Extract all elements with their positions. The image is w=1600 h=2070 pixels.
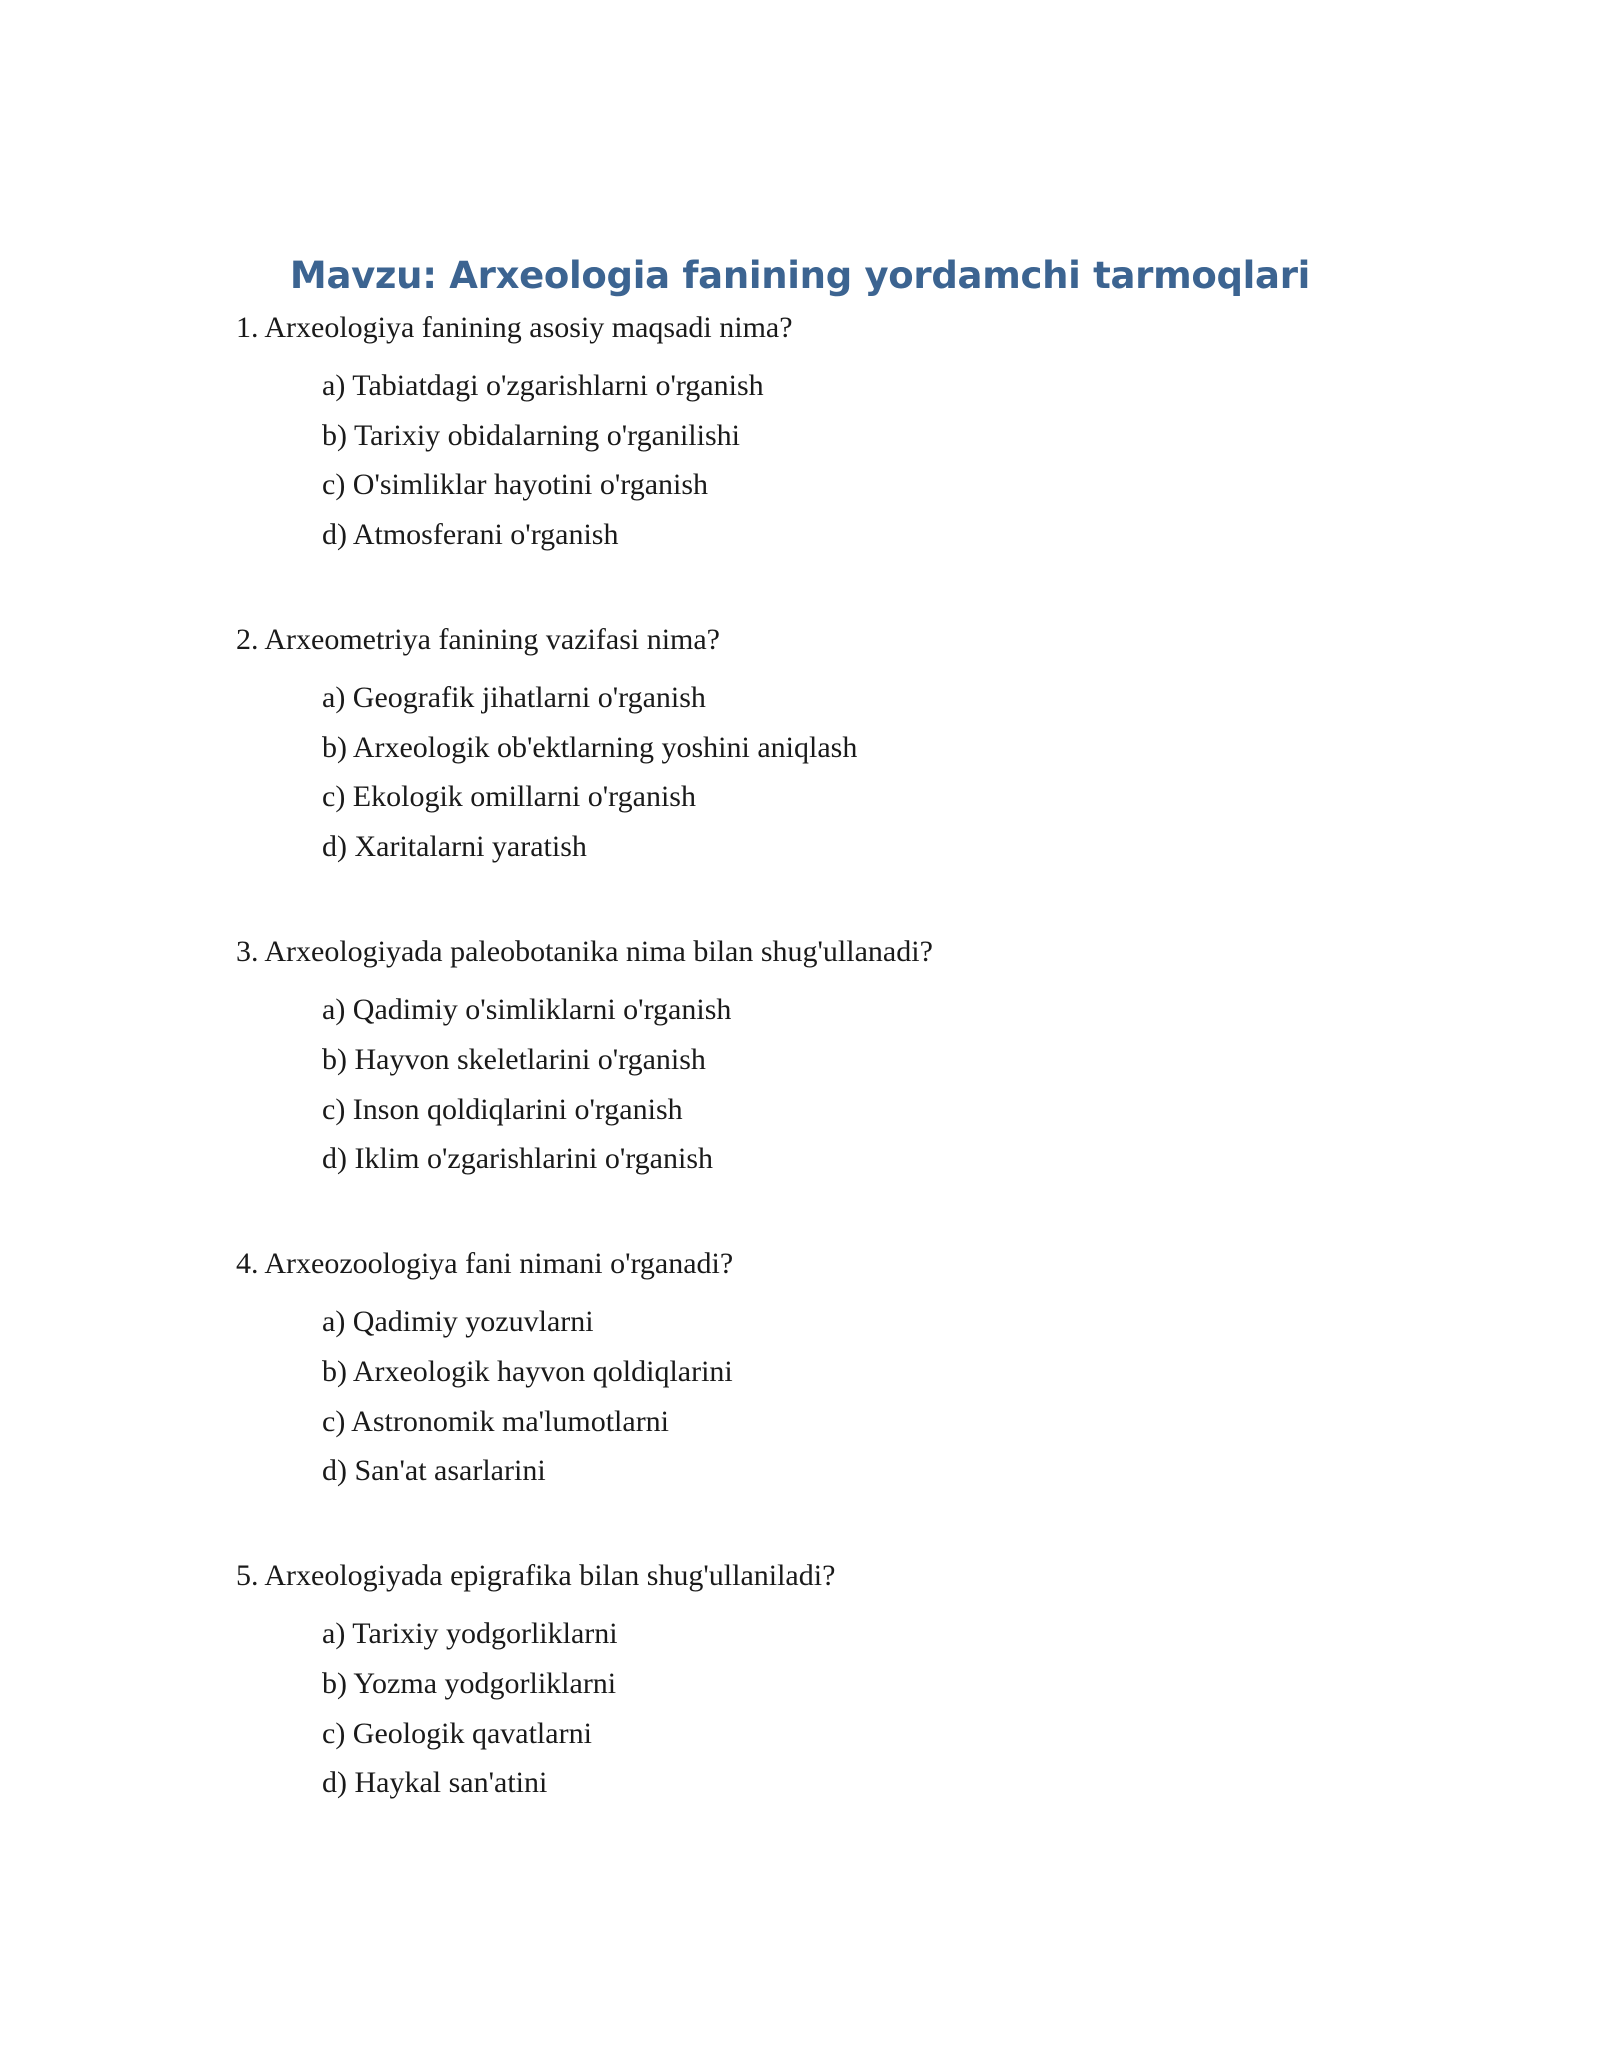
question-1 — [236, 307, 1436, 556]
question-text: 1. Arxeologiya fanining asosiy maqsadi nima? — [236, 311, 793, 344]
option-a: a) Geografik jihatlarni o'rganish — [322, 681, 706, 715]
option-list — [236, 1613, 1436, 1804]
option-d: d) Iklim o'zgarishlarini o'rganish — [322, 1142, 714, 1176]
option-a: a) Qadimiy o'simliklarni o'rganish — [322, 993, 732, 1027]
question-list — [236, 307, 1436, 1867]
question-5 — [236, 1555, 1436, 1804]
document-title: Mavzu: Arxeologia fanining yordamchi tarmoqlari — [289, 254, 1311, 297]
option-a: a) Tarixiy yodgorliklarni — [322, 1617, 618, 1651]
option-a: a) Qadimiy yozuvlarni — [322, 1305, 594, 1339]
option-c: c) Astronomik ma'lumotlarni — [322, 1404, 670, 1438]
question-text: 2. Arxeometriya fanining vazifasi nima? — [236, 623, 720, 657]
option-b: b) Tarixiy obidalarning o'rganilishi — [322, 418, 740, 452]
question-text: 5. Arxeologiyada epigrafika bilan shug'ullaniladi? — [236, 1559, 836, 1593]
option-b: b) Yozma yodgorliklarni — [322, 1666, 617, 1700]
option-c: c) Inson qoldiqlarini o'rganish — [322, 1092, 683, 1126]
option-a: a) Tabiatdagi o'zgarishlarni o'rganish — [322, 369, 764, 402]
option-c: c) Ekologik omillarni o'rganish — [322, 780, 696, 814]
option-d: d) Haykal san'atini — [322, 1766, 548, 1800]
option-d: d) Atmosferani o'rganish — [322, 518, 619, 552]
question-4 — [236, 1243, 1436, 1492]
option-b: b) Arxeologik ob'ektlarning yoshini aniqlash — [322, 730, 858, 764]
option-d: d) San'at asarlarini — [322, 1454, 546, 1488]
question-2 — [236, 619, 1436, 868]
option-d: d) Xaritalarni yaratish — [322, 830, 587, 864]
question-text: 4. Arxeozoologiya fani nimani o'rganadi? — [236, 1247, 734, 1281]
question-text: 3. Arxeologiyada paleobotanika nima bilan shug'ullanadi? — [236, 935, 933, 969]
option-list — [236, 989, 1436, 1180]
option-list — [236, 365, 1436, 556]
option-c: c) Geologik qavatlarni — [322, 1716, 592, 1750]
option-list — [236, 677, 1436, 868]
option-list — [236, 1301, 1436, 1492]
option-b: b) Hayvon skeletlarini o'rganish — [322, 1042, 706, 1076]
option-c: c) O'simliklar hayotini o'rganish — [322, 468, 709, 502]
option-b: b) Arxeologik hayvon qoldiqlarini — [322, 1354, 733, 1388]
question-3 — [236, 931, 1436, 1180]
